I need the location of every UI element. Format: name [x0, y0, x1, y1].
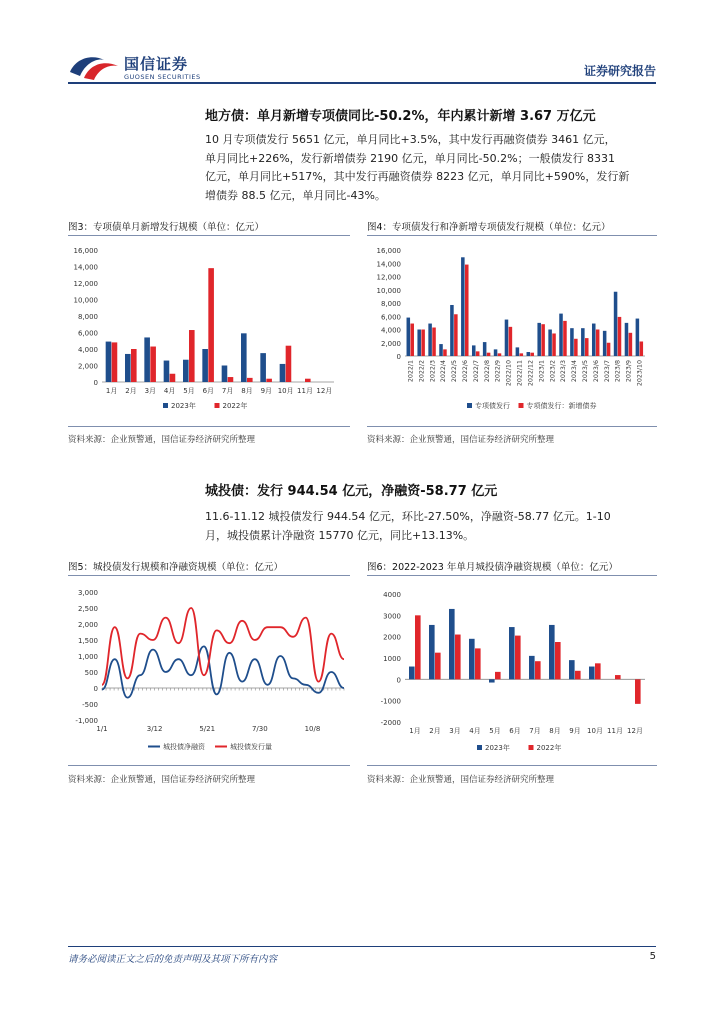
x-tick-label: 2022/5 — [451, 360, 459, 383]
bar — [552, 333, 556, 356]
bar — [537, 323, 541, 356]
fig6-bottom-rule — [367, 765, 657, 766]
bar — [585, 338, 589, 356]
x-tick-label: 2022/10 — [505, 360, 513, 387]
x-tick-label: 2022/8 — [483, 360, 491, 383]
bar — [603, 331, 607, 356]
y-tick-label: -2000 — [380, 719, 401, 727]
y-tick-label: 16,000 — [376, 247, 401, 255]
y-tick-label: 8,000 — [380, 300, 401, 308]
bar — [530, 353, 534, 356]
x-tick-label: 2022/2 — [418, 360, 426, 383]
bar — [635, 679, 641, 704]
x-tick-label: 2月 — [125, 387, 137, 395]
bar — [549, 625, 555, 679]
bar — [596, 330, 600, 357]
x-tick-label: 2023/7 — [603, 360, 611, 383]
fig5-bottom-rule — [68, 765, 350, 766]
y-tick-label: 0 — [93, 379, 98, 387]
x-tick-label: 5月 — [183, 387, 195, 395]
x-tick-label: 2022/3 — [429, 360, 437, 383]
section2-title: 城投债：发行 944.54 亿元，净融资-58.77 亿元 — [205, 484, 498, 499]
y-tick-label: 500 — [84, 669, 98, 677]
x-tick-label: 4月 — [469, 727, 481, 735]
bar — [407, 318, 411, 356]
bar — [170, 374, 176, 382]
y-tick-label: 10,000 — [376, 286, 401, 295]
header-rule — [68, 82, 656, 84]
bar — [640, 341, 644, 356]
bar — [575, 671, 581, 680]
bar — [150, 347, 156, 382]
x-tick-label: 2022/12 — [527, 360, 535, 387]
x-tick-label: 7/30 — [251, 725, 268, 733]
x-tick-label: 6月 — [202, 387, 215, 395]
para-line: 增债券 88.5 亿元，单月同比-43%。 — [205, 188, 386, 202]
bar — [636, 319, 640, 356]
x-tick-label: 2022/11 — [516, 360, 524, 387]
bar — [286, 346, 292, 382]
bar — [222, 366, 228, 383]
y-tick-label: 12,000 — [376, 273, 401, 282]
x-tick-label: 10月 — [277, 387, 294, 395]
bar — [494, 349, 498, 356]
fig5-top-rule — [68, 575, 350, 576]
legend-label: 2023年 — [485, 744, 510, 752]
bar — [529, 656, 535, 679]
x-tick-label: 7月 — [529, 727, 541, 735]
x-tick-label: 2023/1 — [538, 360, 546, 383]
fig5-source: 资料来源：企业预警通，国信证券经济研究所整理 — [68, 775, 256, 785]
bar — [555, 642, 561, 679]
bar — [432, 328, 436, 356]
para-line: 亿元，单月同比+517%，其中发行再融资债券 8223 亿元，单月同比+590%，发行新 — [205, 170, 630, 183]
bar — [454, 314, 458, 356]
x-tick-label: 1月 — [105, 387, 118, 395]
bar — [266, 379, 272, 382]
x-tick-label: 6月 — [509, 727, 521, 735]
fig3-caption: 图3：专项债单月新增发行规模（单位：亿元） — [68, 222, 265, 233]
y-tick-label: 0 — [396, 353, 401, 361]
bar — [247, 378, 253, 382]
y-tick-label: 8,000 — [77, 313, 98, 321]
legend-swatch — [163, 403, 168, 408]
bar — [570, 328, 574, 356]
x-tick-label: 2月 — [429, 727, 441, 735]
y-tick-label: 2,000 — [77, 621, 98, 629]
bar — [592, 324, 596, 356]
bar — [106, 342, 112, 382]
x-tick-label: 9月 — [569, 727, 581, 735]
report-type: 证券研究报告 — [583, 64, 656, 78]
bar — [469, 639, 475, 680]
bar — [607, 343, 611, 356]
y-tick-label: 4,000 — [77, 346, 98, 354]
fig3-bottom-rule — [68, 426, 350, 427]
x-tick-label: 2022/4 — [440, 360, 448, 383]
logo-subtitle: GUOSEN SECURITIES — [124, 73, 201, 81]
bar — [449, 609, 455, 679]
x-tick-label: 2023/9 — [625, 360, 633, 383]
bar — [535, 661, 541, 679]
para-line: 月，城投债累计净融资 15770 亿元，同比+13.13%。 — [205, 528, 475, 542]
legend-label: 城投债净融资 — [163, 743, 205, 751]
bar — [435, 653, 441, 680]
logo — [68, 50, 218, 84]
bar — [280, 364, 286, 382]
section1-paragraph — [205, 131, 660, 205]
bar — [415, 615, 421, 679]
bar — [629, 333, 633, 356]
fig4-chart — [367, 240, 657, 416]
section1-title: 地方债：单月新增专项债同比-50.2%，年内累计新增 3.67 万亿元 — [205, 109, 596, 124]
fig5-chart — [68, 582, 350, 760]
x-tick-label: 12月 — [316, 387, 333, 395]
legend-label: 专项债发行：新增债券 — [526, 402, 597, 410]
fig3-top-rule — [68, 235, 350, 236]
fig6-chart — [367, 582, 657, 760]
legend-label: 城投债发行量 — [230, 743, 272, 751]
y-tick-label: 10,000 — [73, 296, 98, 305]
y-tick-label: 1,000 — [77, 653, 98, 661]
bar — [421, 330, 425, 357]
bar — [527, 352, 531, 356]
bar — [228, 377, 234, 382]
bar — [574, 339, 578, 356]
fig4-bottom-rule — [367, 426, 657, 427]
y-tick-label: 6,000 — [77, 329, 98, 338]
bar — [409, 667, 415, 680]
bar — [498, 353, 502, 356]
bar — [614, 292, 618, 356]
x-tick-label: 2023/4 — [571, 360, 579, 383]
legend-label: 2022年 — [536, 744, 562, 752]
bar — [439, 344, 443, 356]
bar — [125, 354, 131, 382]
bar — [455, 635, 461, 680]
bar — [520, 353, 524, 356]
bar — [569, 660, 575, 679]
bar — [131, 349, 137, 382]
y-tick-label: 4000 — [383, 591, 401, 599]
x-tick-label: 11月 — [607, 727, 623, 735]
x-tick-label: 2022/6 — [462, 360, 469, 383]
bar — [505, 320, 509, 356]
fig4-top-rule — [367, 235, 657, 236]
page-number: 5 — [649, 951, 656, 962]
bar — [305, 379, 311, 382]
x-tick-label: 1月 — [409, 727, 421, 735]
bar — [208, 268, 214, 382]
logo-mark-icon — [68, 50, 122, 84]
x-tick-label: 2023/5 — [582, 360, 589, 383]
legend-swatch — [215, 403, 220, 408]
bar — [541, 324, 545, 356]
x-tick-label: 3月 — [449, 727, 461, 735]
bar — [465, 265, 469, 356]
para-line: 11.6-11.12 城投债发行 944.54 亿元，环比-27.50%，净融资-58.77 亿元。1-10 — [205, 510, 611, 523]
x-tick-label: 2022/7 — [472, 360, 480, 383]
x-tick-label: 5月 — [489, 727, 501, 735]
bar — [495, 672, 501, 679]
bar — [487, 353, 491, 356]
x-tick-label: 2023/8 — [614, 360, 622, 383]
x-tick-label: 10/8 — [304, 725, 321, 733]
y-tick-label: 2,000 — [77, 362, 98, 371]
bar — [625, 323, 629, 356]
bar — [559, 314, 563, 356]
x-tick-label: 8月 — [241, 387, 253, 395]
legend-label: 2022年 — [222, 402, 248, 410]
x-tick-label: 2023/10 — [636, 360, 644, 387]
bar — [189, 330, 195, 382]
bar — [595, 663, 601, 679]
bar — [260, 353, 266, 382]
x-tick-label: 3/12 — [146, 725, 163, 733]
y-tick-label: 2000 — [383, 633, 401, 642]
y-tick-label: 14,000 — [73, 263, 98, 272]
y-tick-label: 3,000 — [77, 589, 98, 597]
y-tick-label: 0 — [396, 676, 401, 685]
x-tick-label: 4月 — [163, 387, 176, 395]
y-tick-label: -500 — [82, 701, 98, 709]
x-tick-label: 9月 — [260, 387, 273, 395]
bar — [563, 321, 567, 356]
x-tick-label: 5/21 — [199, 725, 216, 733]
legend-swatch — [519, 403, 524, 408]
bar — [144, 337, 150, 382]
x-tick-label: 10月 — [587, 727, 603, 735]
x-tick-label: 2022/1 — [407, 360, 415, 383]
y-tick-label: 14,000 — [376, 260, 401, 269]
y-tick-label: 16,000 — [73, 247, 98, 255]
x-tick-label: 12月 — [627, 727, 643, 735]
y-tick-label: 2,500 — [77, 605, 98, 613]
fig5-caption: 图5：城投债发行规模和净融资规模（单位：亿元） — [68, 562, 284, 573]
fig3-source: 资料来源：企业预警通，国信证券经济研究所整理 — [68, 435, 256, 445]
y-tick-label: 12,000 — [73, 280, 98, 288]
bar — [618, 317, 622, 356]
para-line: 10 月专项债发行 5651 亿元，单月同比+3.5%，其中发行再融资债券 3461 亿元， — [205, 133, 616, 146]
bar — [429, 625, 435, 679]
y-tick-label: -1,000 — [75, 717, 98, 725]
bar — [461, 257, 465, 356]
bar — [615, 675, 621, 679]
footer-rule — [68, 946, 656, 947]
y-tick-label: 1,500 — [77, 637, 98, 645]
legend-label: 专项债发行 — [475, 402, 510, 410]
x-tick-label: 2023/3 — [560, 360, 568, 383]
bar — [509, 327, 513, 356]
bar — [515, 636, 521, 680]
bar — [589, 667, 595, 680]
x-tick-label: 1/1 — [96, 725, 108, 733]
y-tick-label: 1000 — [383, 655, 401, 663]
fig3-chart — [68, 240, 350, 416]
y-tick-label: 0 — [93, 685, 98, 693]
fig4-source: 资料来源：企业预警通，国信证券经济研究所整理 — [367, 435, 555, 445]
x-tick-label: 8月 — [549, 727, 561, 735]
bar — [443, 349, 447, 356]
legend-swatch — [529, 745, 534, 750]
bar — [475, 648, 481, 679]
x-tick-label: 11月 — [297, 387, 313, 395]
section2-paragraph — [205, 508, 660, 545]
y-tick-label: 4,000 — [380, 326, 401, 335]
bar — [183, 360, 189, 382]
bar — [516, 347, 520, 356]
y-tick-label: 6,000 — [380, 313, 401, 322]
bar — [483, 342, 487, 356]
bar — [509, 627, 515, 679]
bar — [581, 328, 585, 356]
bar — [548, 330, 552, 357]
logo-name: 国信证券 — [124, 55, 189, 73]
fig6-caption: 图6：2022-2023 年单月城投债净融资规模（单位：亿元） — [367, 562, 618, 573]
bar — [489, 679, 495, 682]
x-tick-label: 2022/9 — [494, 360, 502, 383]
footer-disclaimer: 请务必阅读正文之后的免责声明及其项下所有内容 — [68, 954, 278, 965]
y-tick-label: 2,000 — [380, 339, 401, 348]
legend-swatch — [467, 403, 472, 408]
x-tick-label: 7月 — [221, 387, 234, 395]
x-tick-label: 2023/2 — [549, 360, 557, 383]
bar — [428, 324, 432, 356]
legend-swatch — [477, 745, 482, 750]
bar — [202, 349, 208, 382]
y-tick-label: 3000 — [383, 612, 401, 621]
bar — [410, 324, 414, 356]
bar — [450, 305, 454, 356]
x-tick-label: 3月 — [144, 387, 157, 395]
fig6-top-rule — [367, 575, 657, 576]
fig4-caption: 图4：专项债发行和净新增专项债发行规模（单位：亿元） — [367, 222, 611, 233]
bar — [241, 333, 247, 382]
legend-label: 2023年 — [171, 402, 196, 410]
bar — [417, 330, 421, 357]
y-tick-label: -1000 — [380, 697, 401, 706]
bar — [476, 351, 480, 356]
bar — [164, 361, 170, 382]
fig6-source: 资料来源：企业预警通，国信证券经济研究所整理 — [367, 775, 555, 785]
bar — [472, 345, 476, 356]
para-line: 单月同比+226%，发行新增债券 2190 亿元，单月同比-50.2%；一般债发行 8331 — [205, 151, 616, 165]
bar — [112, 342, 118, 382]
x-tick-label: 2023/6 — [592, 360, 600, 383]
